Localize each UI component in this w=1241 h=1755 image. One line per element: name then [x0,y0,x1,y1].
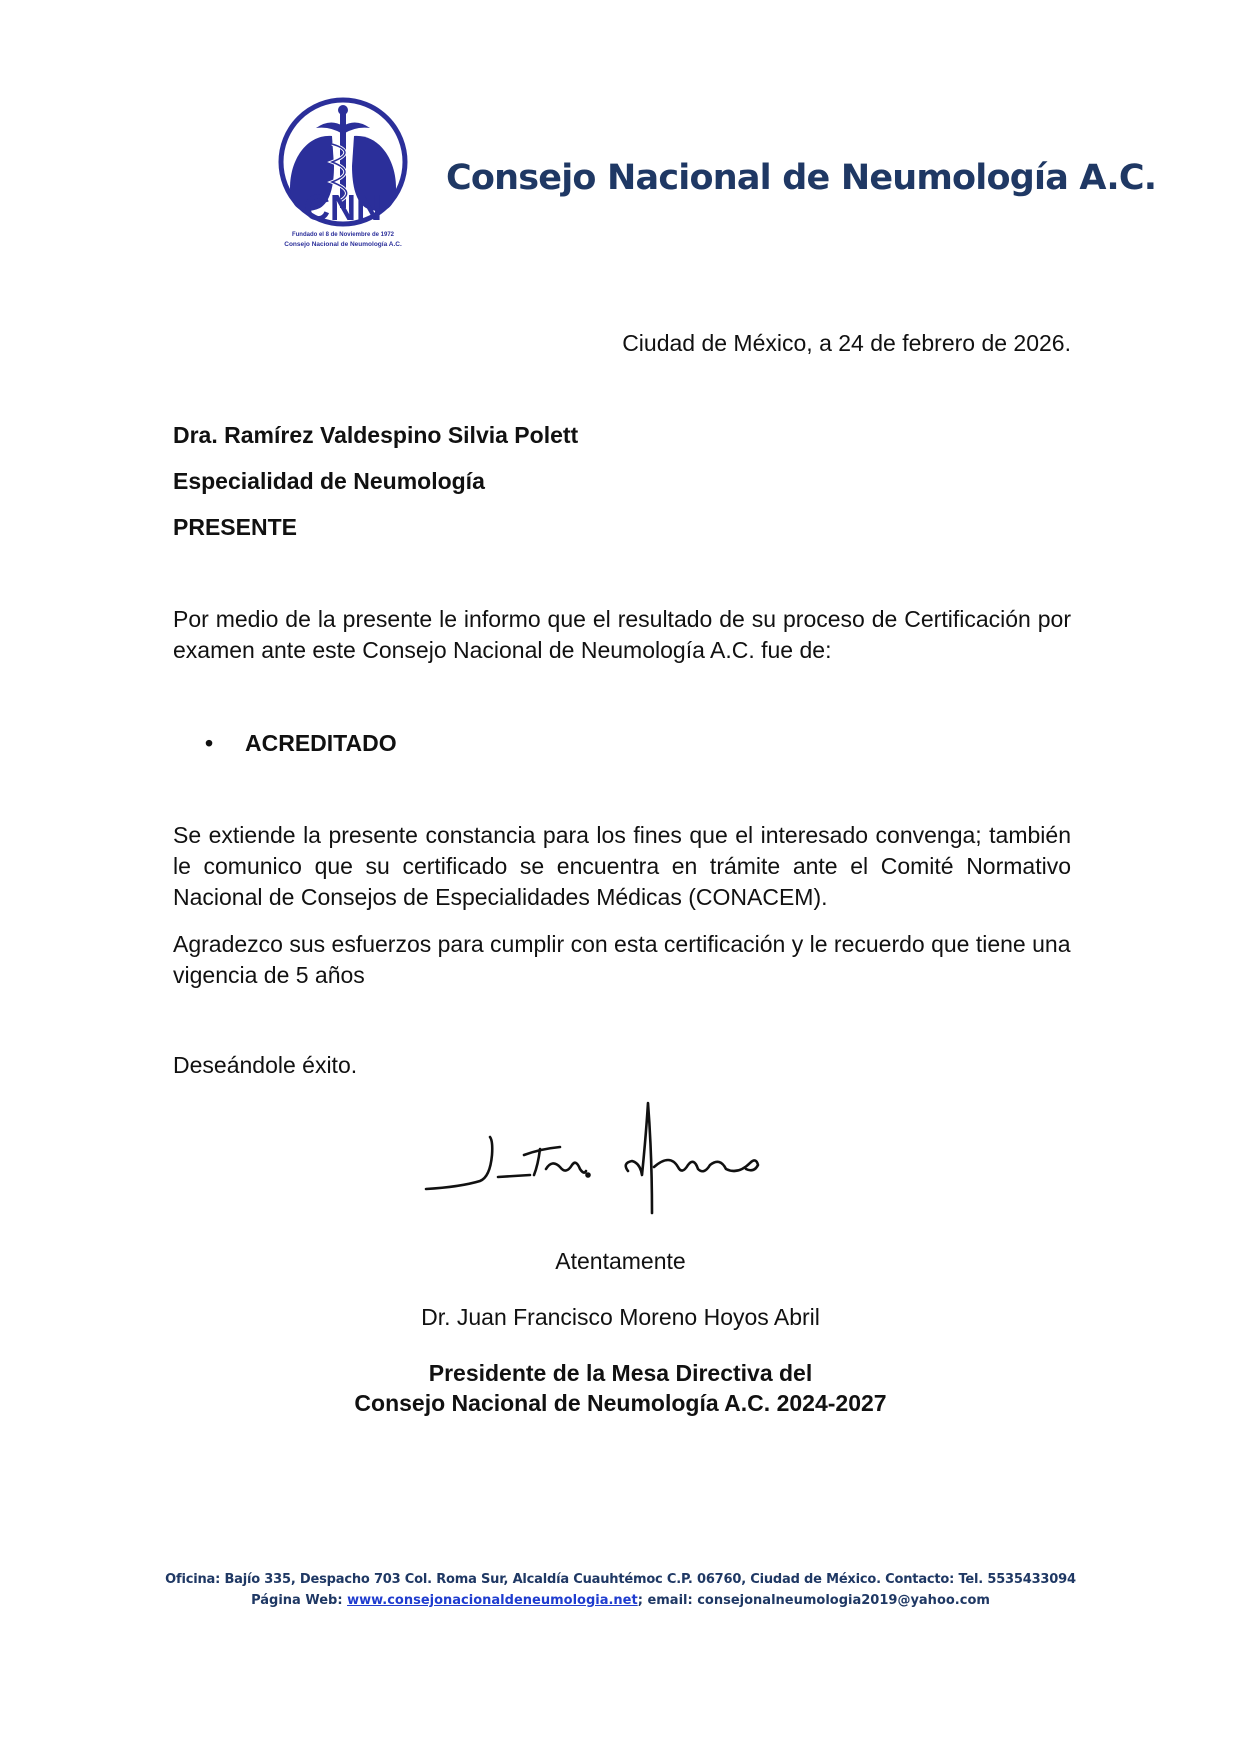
atentamente-label: Atentamente [555,1248,686,1274]
recipient-presente: PRESENTE [173,514,297,540]
website-link[interactable]: www.consejonacionaldeneumologia.net [347,1593,638,1608]
footer-address: Oficina: Bajío 335, Despacho 703 Col. Roma Sur, Alcaldía Cuauhtémoc C.P. 06760, Ciudad de México. Contacto: Tel. 5535433094 [165,1572,1076,1587]
constancy-paragraph: Se extiende la presente constancia para los fines que el interesado convenga; también le comunico que su certificado se encuentra en trámite ante el Comité Normativo Nacional de Consejos de Especialidades Médicas (CONACEM). [173,822,1071,910]
footer-web-label: Página Web: [251,1593,348,1608]
logo-text: CNN [304,187,382,228]
signer-name: Dr. Juan Francisco Moreno Hoyos Abril [421,1304,820,1330]
footer-contact [0,1593,1241,1608]
org-title: Consejo Nacional de Neumología A.C. [446,158,1157,198]
footer-email: ; email: consejonalneumologia2019@yahoo.com [637,1593,990,1608]
date-line: Ciudad de México, a 24 de febrero de 2026. [622,330,1071,356]
recipient-name: Dra. Ramírez Valdespino Silvia Polett [173,422,579,448]
result-item [205,728,397,759]
result-value: ACREDITADO [245,730,397,756]
recipient-specialty: Especialidad de Neumología [173,468,485,494]
intro-paragraph: Por medio de la presente le informo que el resultado de su proceso de Certificación por examen ante este Consejo Nacional de Neumología A.C. fue de: [173,606,1071,663]
bullet: • [205,730,214,756]
handwritten-signature [420,1095,800,1220]
validity-paragraph: Agradezco sus esfuerzos para cumplir con esta certificación y le recuerdo que tiene una vigencia de 5 años [173,931,1071,988]
closing-line: Deseándole éxito. [173,1052,358,1078]
logo-founded-text: Fundado el 8 de Noviembre de 1972 [291,232,395,238]
signer-role-line1: Presidente de la Mesa Directiva del [428,1360,813,1386]
cnn-logo [268,96,418,266]
signer-role-line2: Consejo Nacional de Neumología A.C. 2024-2027 [354,1390,887,1416]
logo-org-text: Consejo Nacional de Neumología A.C. [284,241,402,248]
